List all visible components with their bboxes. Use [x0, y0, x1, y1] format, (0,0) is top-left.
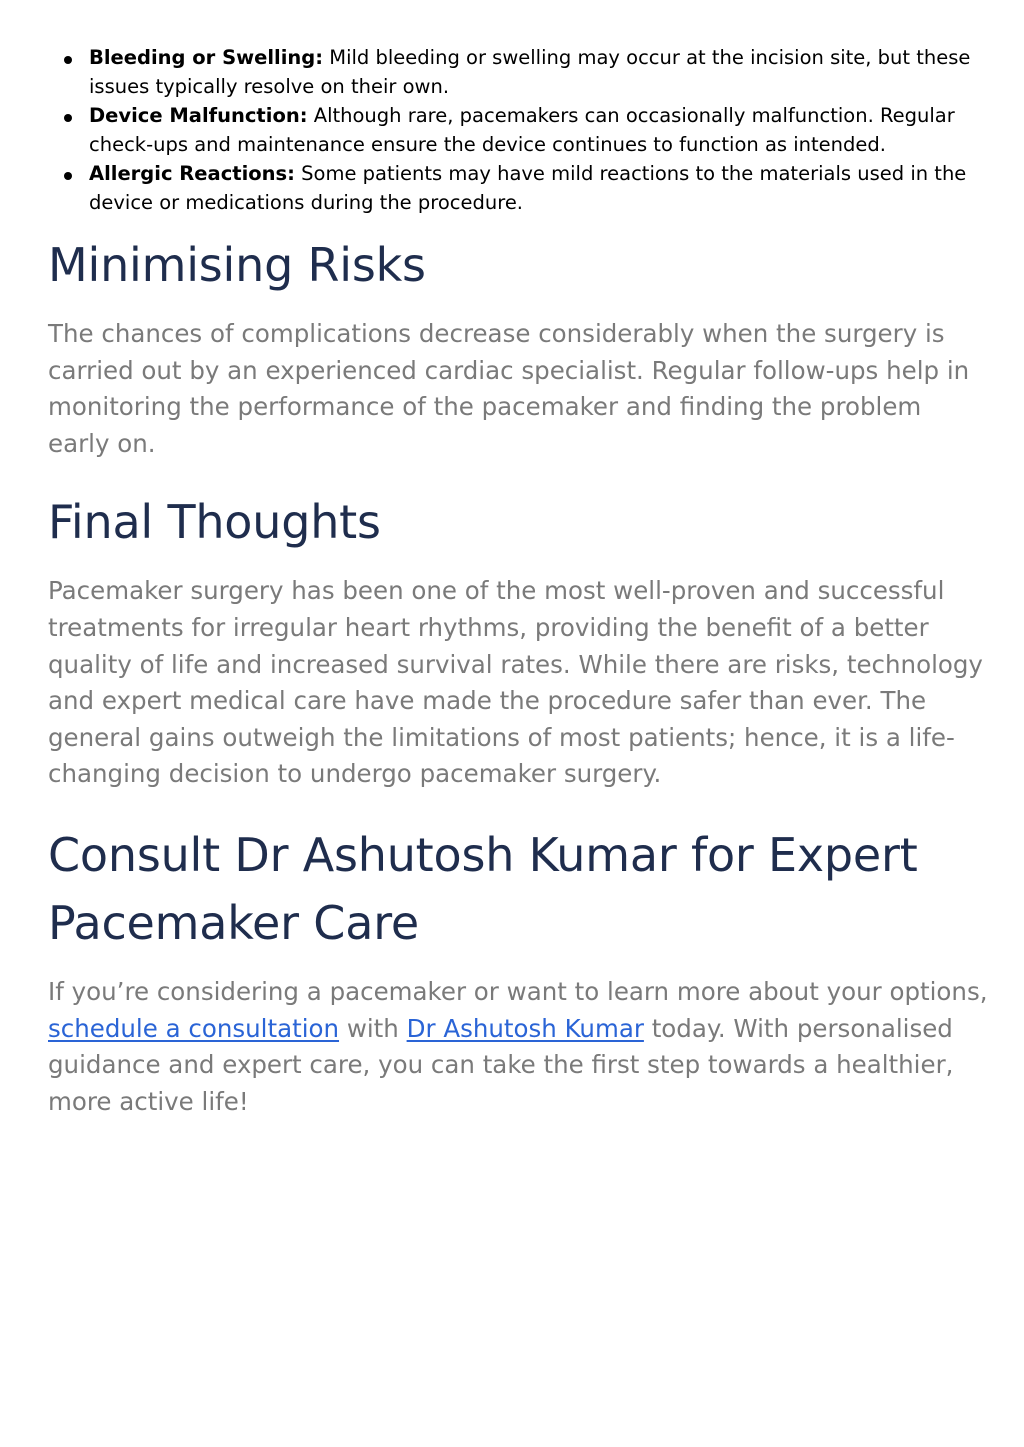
list-item-bleeding [89, 44, 988, 101]
consult-text-part3: today. With personalised guidance and expert care, you can take the first step towards a healthier, more active life! [48, 1013, 954, 1116]
heading-minimising-risks: Minimising Risks [48, 238, 426, 292]
list-item-term: Allergic Reactions: [89, 162, 295, 185]
list-item-text: Mild bleeding or swelling may occur at the incision site, but these issues typically resolve on their own. [89, 46, 971, 98]
list-item-allergic-reactions [89, 160, 988, 217]
risks-list [48, 44, 988, 217]
heading-consult: Consult Dr Ashutosh Kumar for Expert Pacemaker Care [48, 827, 918, 950]
consult-text-part2: with [339, 1013, 407, 1043]
list-item-term: Device Malfunction: [89, 104, 308, 127]
document-page [48, 44, 988, 1120]
schedule-consultation-link[interactable]: schedule a consultation [48, 1013, 340, 1043]
list-item-text: Although rare, pacemakers can occasionally malfunction. Regular check-ups and maintenance ensure the device continues to function as intended. [89, 104, 955, 156]
consult-text-part1: If you’re considering a pacemaker or want to learn more about your options, [48, 976, 988, 1006]
paragraph-minimising-risks: The chances of complications decrease considerably when the surgery is carried out by an experienced cardiac specialist. Regular follow-ups help in monitoring the performance of the pacemaker and finding the problem early on. [48, 319, 970, 458]
paragraph-consult [48, 974, 988, 1120]
list-item-term: Bleeding or Swelling: [89, 46, 324, 69]
list-item-device-malfunction [89, 102, 988, 159]
list-item-text: Some patients may have mild reactions to the materials used in the device or medications during the procedure. [89, 162, 967, 214]
paragraph-final-thoughts: Pacemaker surgery has been one of the most well-proven and successful treatments for irregular heart rhythms, providing the benefit of a better quality of life and increased survival rates. While there are risks, technology and expert medical care have made the procedure safer than ever. The general gains outweigh the limitations of most patients; hence, it is a life-changing decision to undergo pacemaker surgery. [48, 576, 983, 789]
heading-final-thoughts: Final Thoughts [48, 495, 381, 550]
dr-ashutosh-kumar-link[interactable]: Dr Ashutosh Kumar [406, 1013, 644, 1043]
